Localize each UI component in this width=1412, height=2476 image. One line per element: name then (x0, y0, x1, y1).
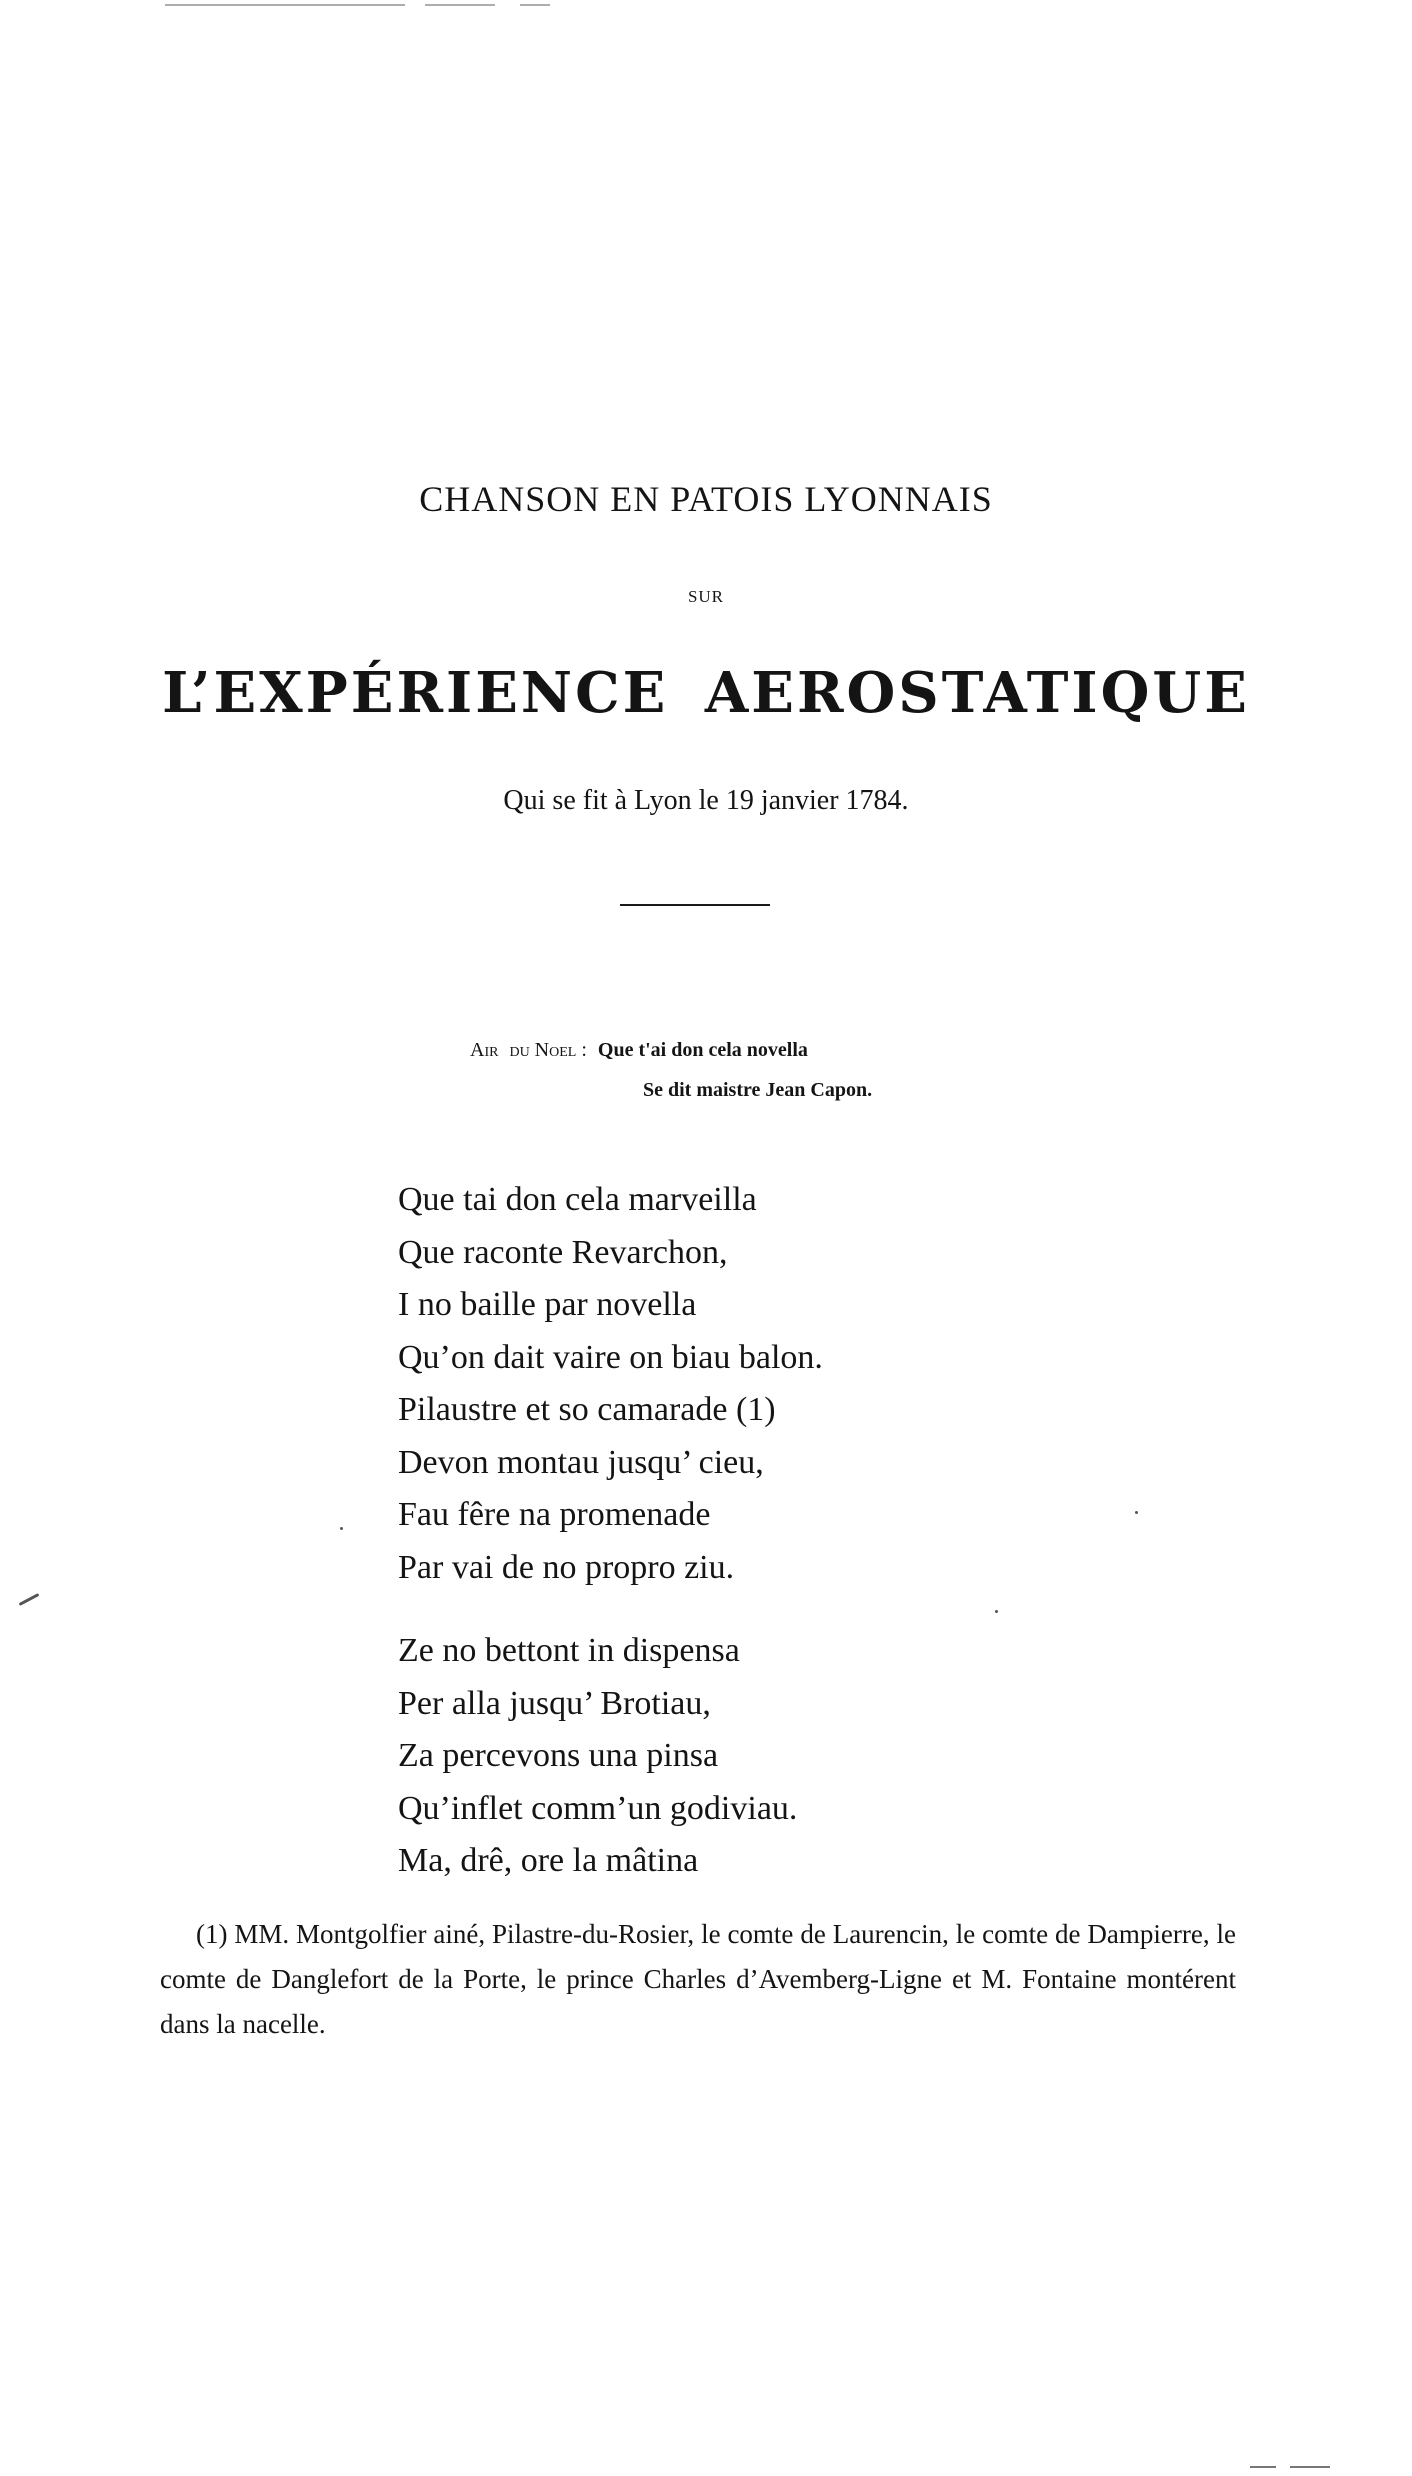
verse-line: Que tai don cela marveilla (398, 1181, 757, 1218)
verse-line: Par vai de no propro ziu. (398, 1548, 735, 1586)
scan-speck (340, 1527, 343, 1530)
scan-rule-top (520, 4, 550, 6)
stanza-1 (398, 1174, 823, 1594)
verse-line: Fau fêre na promenade (398, 1496, 711, 1533)
scan-rule-top (165, 4, 405, 6)
scan-rule-bottom (1250, 2466, 1276, 2468)
verse-line: Per alla jusqu’ Brotiau, (398, 1684, 711, 1722)
air-tune-line-2: Se dit maistre Jean Capon. (643, 1079, 873, 1101)
scan-speck (995, 1610, 998, 1613)
air-label: Air (470, 1039, 499, 1061)
verse-line: Ma, drê, ore la mâtina (398, 1842, 699, 1879)
verse-line: Qu’inflet comm’un godiviau. (398, 1789, 798, 1827)
scan-speck (1135, 1511, 1138, 1514)
stanza-2 (398, 1625, 797, 1888)
title-connector: SUR (687, 587, 725, 606)
air-annotation (470, 1030, 872, 1110)
air-tune-line-1: Que t'ai don cela novella (597, 1039, 808, 1061)
verse-line: Devon montau jusqu’ cieu, (398, 1443, 764, 1481)
verse-line: Que raconte Revarchon, (398, 1233, 728, 1271)
scan-rule-top (425, 4, 495, 6)
air-line-2 (470, 1070, 872, 1110)
air-line-1 (470, 1030, 872, 1070)
page-title: L’EXPÉRIENCE AEROSTATIQUE (162, 660, 1250, 726)
verse-line: I no baille par novella (398, 1286, 697, 1323)
section-divider (620, 904, 770, 906)
scan-rule-bottom (1290, 2466, 1330, 2468)
verse-line: Ze no bettont in dispensa (398, 1632, 740, 1669)
song-subtitle: CHANSON EN PATOIS LYONNAIS (419, 479, 993, 519)
verse-line: Pilaustre et so camarade (1) (398, 1391, 776, 1428)
scan-speck (19, 1593, 40, 1606)
date-line: Qui se fit à Lyon le 19 janvier 1784. (503, 785, 909, 816)
footnote: (1) MM. Montgolfier ainé, Pilastre-du-Rosier, le comte de Laurencin, le comte de Dampierre, le comte de Danglefort de la Porte, le prince Charles d’Avemberg-Ligne et M. Fontaine montérent dans la nacelle. (160, 1919, 1236, 2039)
air-source: du Noel : (509, 1039, 587, 1061)
verse-line: Za percevons una pinsa (398, 1737, 719, 1774)
verse-line: Qu’on dait vaire on biau balon. (398, 1338, 823, 1376)
